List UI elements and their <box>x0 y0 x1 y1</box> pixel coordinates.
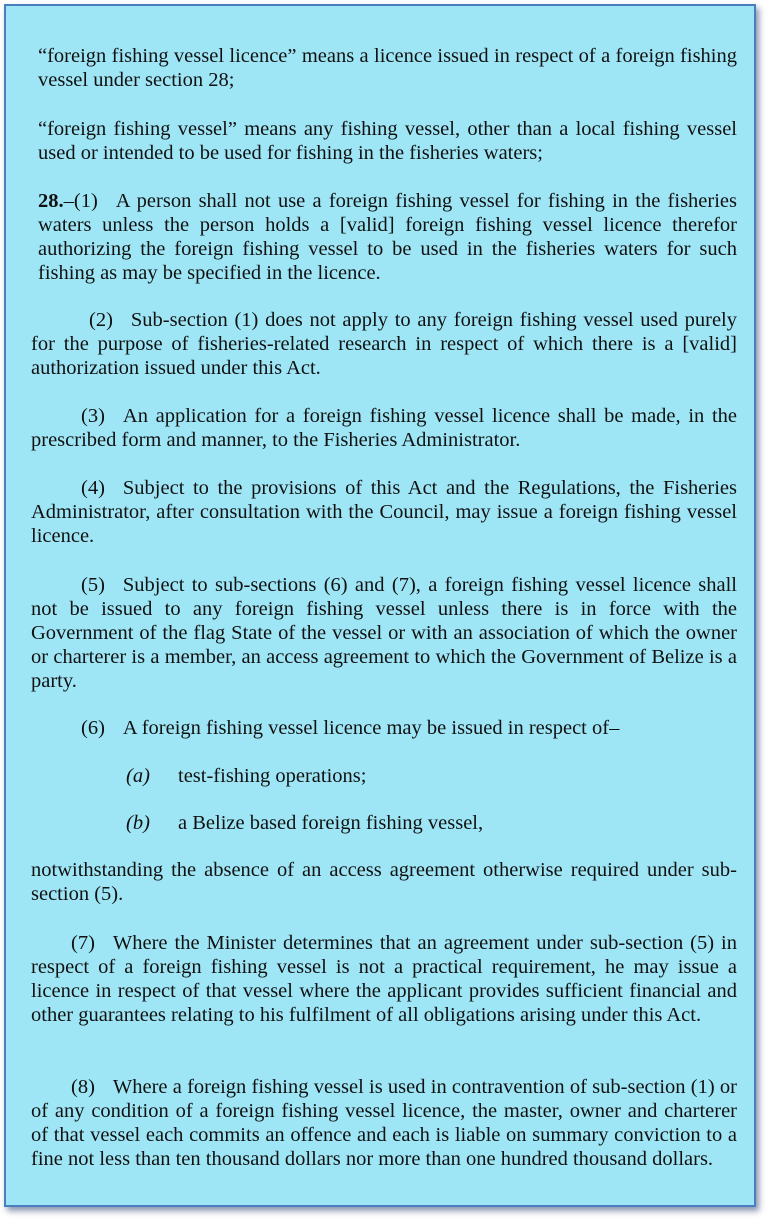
subsection-6-tail-text: notwithstanding the absence of an access agreement otherwise required under sub-section (5). <box>31 859 737 905</box>
definition-vessel-text: “foreign fishing vessel” means any fishing vessel, other than a local fishing vessel used or intended to be used for fishing in the fisheries waters; <box>38 118 737 164</box>
list-item-b <box>126 811 483 835</box>
subsection-7-text: Where the Minister determines that an agreement under sub-section (5) in respect of a foreign fishing vessel is not a practical requirement, he may issue a licence in respect of that vessel where the applicant provides sufficient financial and other guarantees relating to his fulfilment of all obligations arising under this Act. <box>31 932 737 1026</box>
subsection-2 <box>31 308 737 380</box>
section-number: 28. <box>38 190 64 212</box>
subsection-1-text: A person shall not use a foreign fishing vessel for fishing in the fisheries waters unless the person holds a [valid] foreign fishing vessel licence therefor authorizing the foreign fishing vessel to be used in the fisheries waters for such fishing as may be specified in the licence. <box>38 190 737 284</box>
list-item-a-text: test-fishing operations; <box>178 765 367 787</box>
subsection-3-text: An application for a foreign fishing vessel licence shall be made, in the prescribed form and manner, to the Fisheries Administrator. <box>31 405 737 451</box>
subsection-3-number: (3) <box>81 405 105 427</box>
subsection-6-text: A foreign fishing vessel licence may be issued in respect of– <box>122 717 620 739</box>
subsection-6 <box>31 716 737 740</box>
subsection-5-text: Subject to sub-sections (6) and (7), a foreign fishing vessel licence shall not be issued to any foreign fishing vessel unless there is in force with the Government of the flag State of the vessel or with an association of which the owner or charterer is a member, an access agreement to which the Government of Belize is a party. <box>31 574 737 692</box>
subsection-8-number: (8) <box>71 1076 95 1098</box>
subsection-7-number: (7) <box>71 932 95 954</box>
list-item-a-label: (a) <box>126 765 150 787</box>
subsection-1-number: –(1) <box>63 190 98 212</box>
list-item-a <box>126 764 366 788</box>
subsection-5-number: (5) <box>81 574 105 596</box>
subsection-3 <box>31 404 737 452</box>
subsection-2-text: Sub-section (1) does not apply to any foreign fishing vessel used purely for the purpose of fisheries-related research in respect of which there is a [valid] authorization issued under this Act. <box>31 309 737 379</box>
list-item-b-text: a Belize based foreign fishing vessel, <box>178 812 484 834</box>
subsection-5 <box>31 573 737 693</box>
subsection-8-text: Where a foreign fishing vessel is used in contravention of sub-section (1) or of any condition of a foreign fishing vessel licence, the master, owner and charterer of that vessel each commits an offence and each is liable on summary conviction to a fine not less than ten thousand dollars nor more than one hundred thousand dollars. <box>31 1076 737 1170</box>
subsection-8 <box>31 1075 737 1171</box>
list-item-b-label: (b) <box>126 812 150 834</box>
subsection-7 <box>31 931 737 1027</box>
subsection-6-number: (6) <box>81 717 105 739</box>
subsection-4-number: (4) <box>81 477 105 499</box>
subsection-4 <box>31 476 737 548</box>
subsection-6-tail <box>31 858 737 906</box>
subsection-2-number: (2) <box>89 309 113 331</box>
subsection-4-text: Subject to the provisions of this Act and the Regulations, the Fisheries Administrator, after consultation with the Council, may issue a foreign fishing vessel licence. <box>31 477 737 547</box>
definition-licence-text: “foreign fishing vessel licence” means a licence issued in respect of a foreign fishing vessel under section 28; <box>38 45 737 91</box>
definition-licence <box>38 44 737 92</box>
definition-vessel <box>38 117 737 165</box>
subsection-1 <box>38 189 737 285</box>
